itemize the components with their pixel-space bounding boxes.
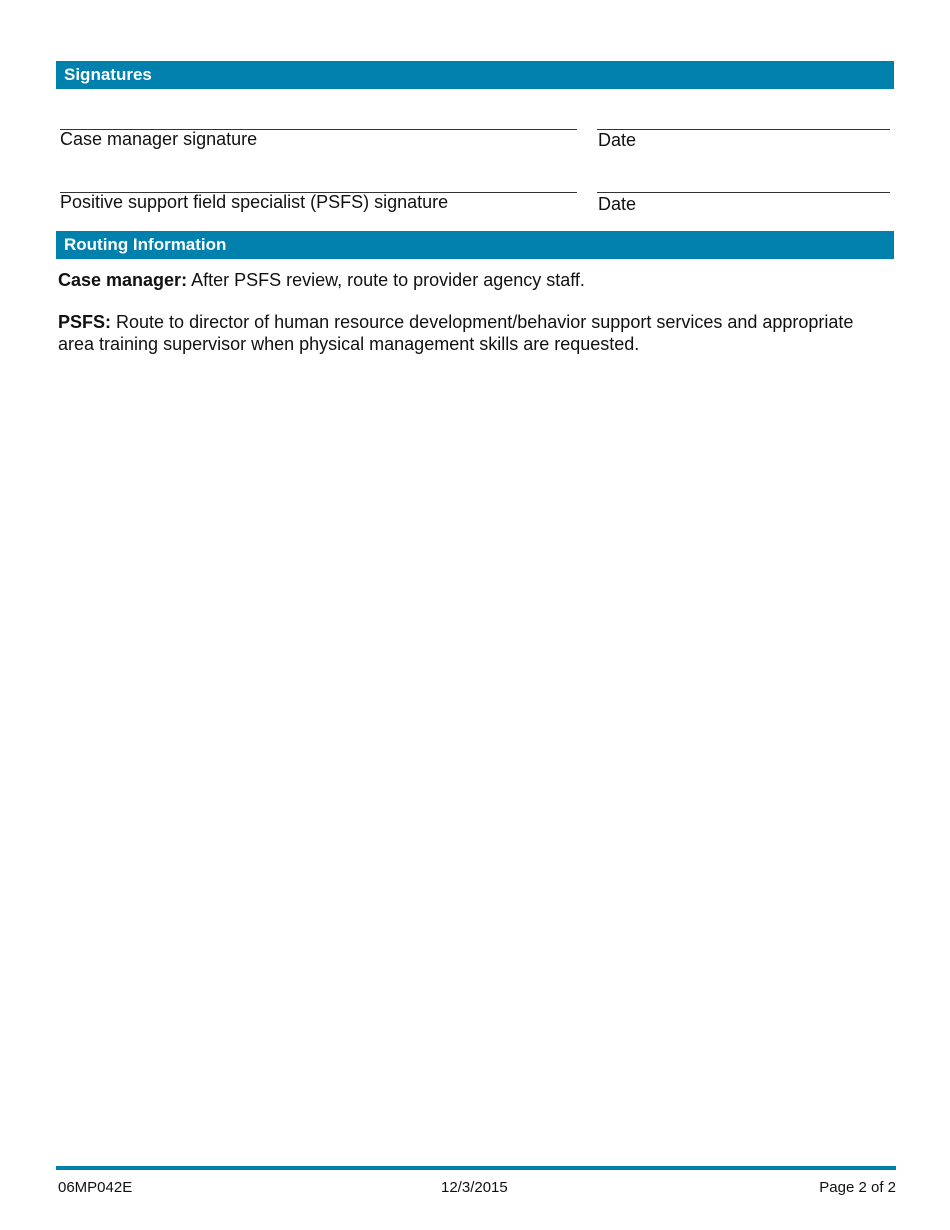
signatures-section-header: Signatures [56,61,894,89]
routing-section-header: Routing Information [56,231,894,259]
routing-psfs-paragraph [58,311,894,355]
psfs-signature-label: Positive support field specialist (PSFS) signature [60,192,449,212]
case-manager-date-label: Date [598,130,637,150]
footer-form-number: 06MP042E [58,1179,133,1196]
footer-date: 12/3/2015 [441,1179,508,1196]
case-manager-date-line[interactable] [597,129,890,130]
footer-divider [56,1166,896,1170]
footer-page-number: Page 2 of 2 [819,1179,896,1196]
routing-psfs-term: PSFS: [58,312,112,332]
routing-psfs-text: Route to director of human resource development/behavior support services and appropriate area training supervisor when physical management skills are requested. [58,312,854,354]
psfs-date-line[interactable] [597,192,890,193]
case-manager-signature-label: Case manager signature [60,129,258,149]
routing-case-manager-term: Case manager: [58,270,188,290]
routing-case-manager-paragraph [58,269,894,291]
routing-case-manager-text: After PSFS review, route to provider agency staff. [187,270,585,290]
psfs-date-label: Date [598,194,637,214]
